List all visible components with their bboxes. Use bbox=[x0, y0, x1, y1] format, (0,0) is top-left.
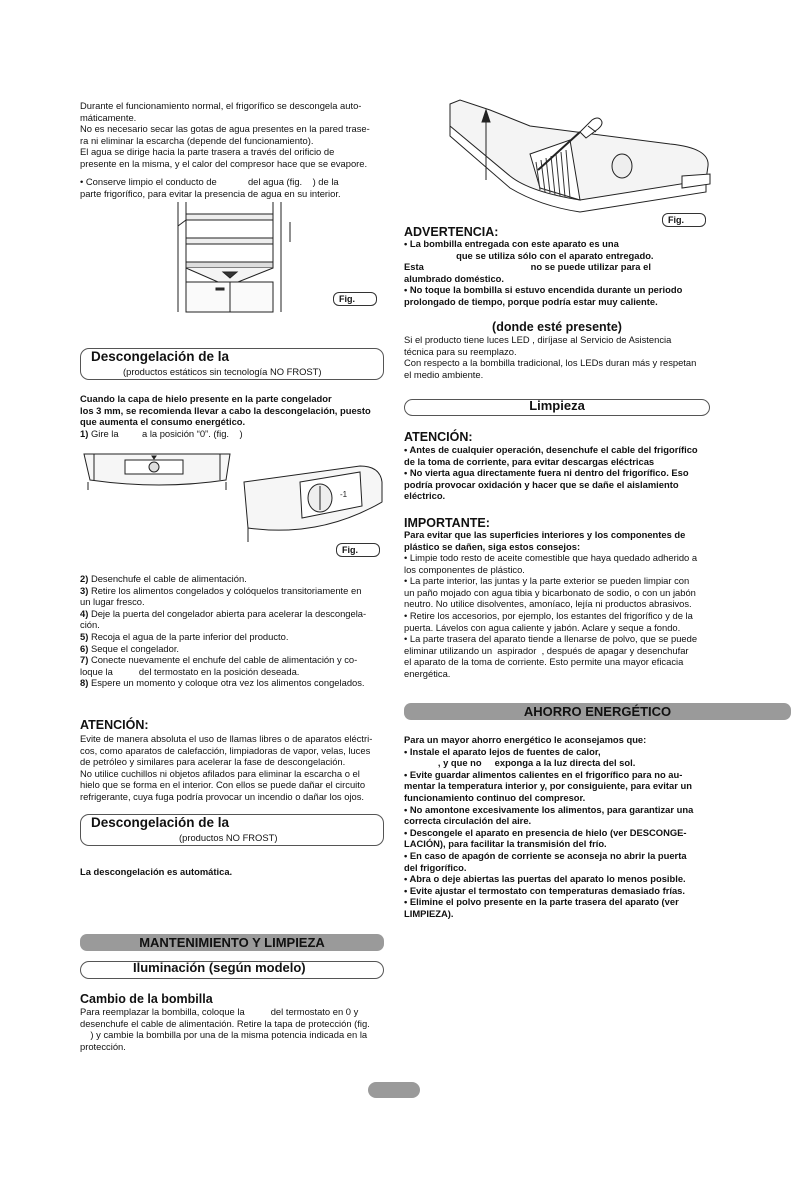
section-title: Descongelación de la bbox=[91, 815, 230, 830]
figure-label: Fig. bbox=[336, 543, 380, 557]
text-line: • Evite guardar alimentos calientes en el frigorífico para no au- bbox=[404, 768, 683, 780]
text-line: prolongado de tiempo, porque podría estar muy caliente. bbox=[404, 295, 658, 307]
text-line: • La parte interior, las juntas y la parte exterior se pueden limpiar con bbox=[404, 575, 690, 587]
section-title: Limpieza bbox=[529, 398, 585, 413]
step-number: 4) bbox=[80, 607, 89, 619]
step-text: Seque el congelador. bbox=[88, 642, 180, 654]
text-line: No utilice cuchillos ni objetos afilados para eliminar la escarcha o el bbox=[80, 767, 360, 779]
text-line: puerta. Lávelos con agua caliente y jabón. Aclare y seque a fondo. bbox=[404, 621, 681, 633]
defrost-nofrost-header bbox=[80, 814, 384, 846]
step-text: Retire los alimentos congelados y colóquelos transitoriamente en bbox=[88, 584, 362, 596]
text-line: LIMPIEZA). bbox=[404, 907, 454, 919]
text-line: Esta no se puede utilizar para el bbox=[404, 261, 651, 273]
text-line: presente en la misma, y el calor del compresor hace que se evapore. bbox=[80, 157, 368, 169]
step-text: loque la del termostato en la posición deseada. bbox=[80, 665, 300, 677]
thermostat-dial-illustration bbox=[240, 462, 386, 546]
text-line: • Instale el aparato lejos de fuentes de calor, bbox=[404, 745, 601, 757]
keep-clean-paragraph bbox=[80, 176, 386, 199]
text-line: • No toque la bombilla si estuvo encendida durante un periodo bbox=[404, 284, 683, 296]
atencion-paragraph bbox=[404, 444, 710, 502]
text-line: • La parte trasera del aparato tiende a llenarse de polvo, que se puede bbox=[404, 633, 698, 645]
section-subtitle: (productos estáticos sin tecnología NO FROST) bbox=[123, 366, 322, 377]
text-line: el aparato de la toma de corriente. Esto permite una mayor eficacia bbox=[404, 656, 684, 668]
step-text: un lugar fresco. bbox=[80, 596, 145, 608]
text-line: funcionamiento continuo del compresor. bbox=[404, 791, 586, 803]
step-number: 8) bbox=[80, 677, 89, 689]
step-text: Desenchufe el cable de alimentación. bbox=[88, 573, 247, 584]
svg-text:-1: -1 bbox=[340, 490, 348, 499]
text-line: eliminar utilizando un aspirador , después de apagar y desenchufar bbox=[404, 644, 689, 656]
text-line: El agua se dirige hacia la parte trasera a través del orificio de bbox=[80, 146, 335, 158]
defrost-auto-text: La descongelación es automática. bbox=[80, 866, 233, 877]
defrost-steps bbox=[80, 573, 386, 689]
text-line: plástico se dañen, siga estos consejos: bbox=[404, 540, 581, 552]
text-line: Para un mayor ahorro energético le aconsejamos que: bbox=[404, 734, 647, 745]
figure-label: Fig. bbox=[333, 292, 377, 306]
text-line: del frigorífico. bbox=[404, 861, 467, 873]
defrost-intro-bold bbox=[80, 393, 386, 428]
fridge-shelves-illustration bbox=[168, 202, 298, 314]
text-line: • No amontone excesivamente los alimentos, para garantizar una bbox=[404, 803, 694, 815]
text-line: • Evite ajustar el termostato con temperaturas demasiado frías. bbox=[404, 884, 685, 896]
text-line: • Abra o deje abiertas las puertas del aparato lo menos posible. bbox=[404, 873, 686, 885]
section-title: Iluminación (según modelo) bbox=[133, 960, 306, 975]
advertencia-title: ADVERTENCIA: bbox=[404, 225, 499, 239]
text-line: hielo que se forma en el interior. Con ellos se puede dañar el circuito bbox=[80, 779, 366, 791]
text-line: podría provocar oxidación y hacer que se dañe el aislamiento bbox=[404, 478, 679, 490]
text-line: • Elimine el polvo presente en la parte trasera del aparato (ver bbox=[404, 896, 679, 908]
step-text: ción. bbox=[80, 619, 100, 631]
text-line: Evite de manera absoluta el uso de llamas libres o de aparatos eléctri- bbox=[80, 733, 373, 744]
text-line: eléctrico. bbox=[404, 490, 446, 502]
section-subtitle: (productos NO FROST) bbox=[179, 832, 278, 843]
text-line: alumbrado doméstico. bbox=[404, 272, 505, 284]
text-line: mentar la temperatura interior y, por consiguiente, para evitar un bbox=[404, 780, 692, 792]
text-line: Durante el funcionamiento normal, el frigorífico se descongela auto- bbox=[80, 100, 362, 111]
text-line: , y que no exponga a la luz directa del sol. bbox=[404, 757, 636, 769]
ahorro-paragraph bbox=[404, 734, 710, 920]
step-number: 3) bbox=[80, 584, 89, 596]
thermostat-panel-illustration bbox=[80, 450, 240, 492]
text-line: • En caso de apagón de corriente se aconseja no abrir la puerta bbox=[404, 849, 687, 861]
intro-paragraph bbox=[80, 100, 386, 170]
step-number: 6) bbox=[80, 642, 89, 654]
step-text: Recoja el agua de la parte inferior del producto. bbox=[88, 630, 289, 642]
lamp-cover-screwdriver-illustration bbox=[420, 96, 720, 220]
atencion-paragraph bbox=[80, 733, 386, 803]
step-text: Conecte nuevamente el enchufe del cable de alimentación y co- bbox=[88, 654, 358, 666]
text-line: • La bombilla entregada con este aparato es una bbox=[404, 238, 619, 249]
text-line: máticamente. bbox=[80, 111, 137, 123]
maintenance-header: MANTENIMIENTO Y LIMPIEZA bbox=[80, 934, 384, 951]
importante-title: IMPORTANTE: bbox=[404, 516, 490, 530]
text-line: Para reemplazar la bombilla, coloque la del termostato en 0 y bbox=[80, 1006, 359, 1017]
importante-paragraph bbox=[404, 552, 710, 680]
text-line: cos, como aparatos de calefacción, limpiadoras de vapor, velas, luces bbox=[80, 744, 371, 756]
text-line: • No vierta agua directamente fuera ni dentro del frigorífico. Eso bbox=[404, 467, 689, 479]
step-number: 2) bbox=[80, 573, 89, 584]
text-line: • Conserve limpio el conducto de del agua (fig. ) de la bbox=[80, 176, 339, 187]
atencion-title: ATENCIÓN: bbox=[80, 718, 149, 732]
led-paragraph bbox=[404, 334, 710, 380]
page-number-badge bbox=[368, 1082, 420, 1098]
advertencia-paragraph bbox=[404, 238, 710, 308]
text-line: ra ni eliminar la escarcha (depende del funcionamiento). bbox=[80, 134, 314, 146]
text-line: ) y cambie la bombilla por una de la misma potencia indicada en la bbox=[80, 1029, 368, 1041]
text-line: que se utiliza sólo con el aparato entregado. bbox=[404, 249, 654, 261]
defrost-static-header bbox=[80, 348, 384, 380]
text-line: que aumenta el consumo energético. bbox=[80, 416, 246, 428]
text-line: técnica para su reemplazo. bbox=[404, 345, 517, 357]
step-number: 1) bbox=[80, 428, 89, 439]
step-text: Espere un momento y coloque otra vez los alimentos congelados. bbox=[88, 677, 365, 689]
text-line: • Descongele el aparato en presencia de hielo (ver DESCONGE- bbox=[404, 826, 687, 838]
led-title: (donde esté presente) bbox=[492, 320, 622, 334]
text-line: Para evitar que las superficies interiores y los componentes de bbox=[404, 529, 686, 540]
text-line: LACIÓN), para facilitar la transmisión del frío. bbox=[404, 838, 607, 850]
text-line: Si el producto tiene luces LED , diríjase al Servicio de Asistencia bbox=[404, 334, 672, 345]
text-line: de la toma de corriente, para evitar descargas eléctricas bbox=[404, 455, 655, 467]
bulb-change-title: Cambio de la bombilla bbox=[80, 992, 213, 1006]
step-number: 5) bbox=[80, 630, 89, 642]
ahorro-energetico-header: AHORRO ENERGÉTICO bbox=[404, 703, 791, 720]
text-line: desenchufe el cable de alimentación. Retire la tapa de protección (fig. bbox=[80, 1017, 370, 1029]
text-line: correcta circulación del aire. bbox=[404, 815, 532, 827]
step-1 bbox=[80, 428, 386, 440]
illumination-header bbox=[80, 961, 384, 979]
text-line: • Antes de cualquier operación, desenchufe el cable del frigorífico bbox=[404, 444, 698, 455]
step-text: Deje la puerta del congelador abierta para acelerar la descongela- bbox=[88, 607, 367, 619]
text-line: • Limpie todo resto de aceite comestible que haya quedado adherido a bbox=[404, 552, 698, 563]
text-line: el medio ambiente. bbox=[404, 368, 484, 380]
text-line: neutro. No utilice disolventes, amoníaco, lejía ni productos abrasivos. bbox=[404, 598, 692, 610]
text-line: los 3 mm, se recomienda llevar a cabo la descongelación, puesto bbox=[80, 404, 371, 416]
text-line: Con respecto a la bombilla tradicional, los LEDs duran más y respetan bbox=[404, 357, 697, 369]
step-number: 7) bbox=[80, 654, 89, 666]
text-line: un paño mojado con agua tibia y bicarbonato de sodio, o con un jabón bbox=[404, 586, 696, 598]
step-text: Gire la a la posición “0”. (fig. ) bbox=[88, 428, 243, 439]
text-line: Cuando la capa de hielo presente en la parte congelador bbox=[80, 393, 332, 404]
text-line: energética. bbox=[404, 667, 451, 679]
text-line: protección. bbox=[80, 1040, 126, 1052]
text-line: los componentes de plástico. bbox=[404, 563, 525, 575]
text-line: refrigerante, cuya fuga podría provocar un incendio o dañar los ojos. bbox=[80, 790, 365, 802]
text-line: parte frigorífico, para evitar la presencia de agua en su interior. bbox=[80, 187, 341, 199]
text-line: • Retire los accesorios, por ejemplo, los estantes del frigorífico y de la bbox=[404, 609, 693, 621]
text-line: de petróleo y similares para acelerar la fase de descongelación. bbox=[80, 756, 346, 768]
figure-label: Fig. bbox=[662, 213, 706, 227]
bulb-change-paragraph bbox=[80, 1006, 386, 1052]
text-line: No es necesario secar las gotas de agua presentes en la pared trase- bbox=[80, 123, 370, 135]
atencion-title: ATENCIÓN: bbox=[404, 430, 473, 444]
importante-intro bbox=[404, 529, 710, 552]
limpieza-header bbox=[404, 399, 710, 416]
section-title: Descongelación de la bbox=[91, 349, 230, 364]
